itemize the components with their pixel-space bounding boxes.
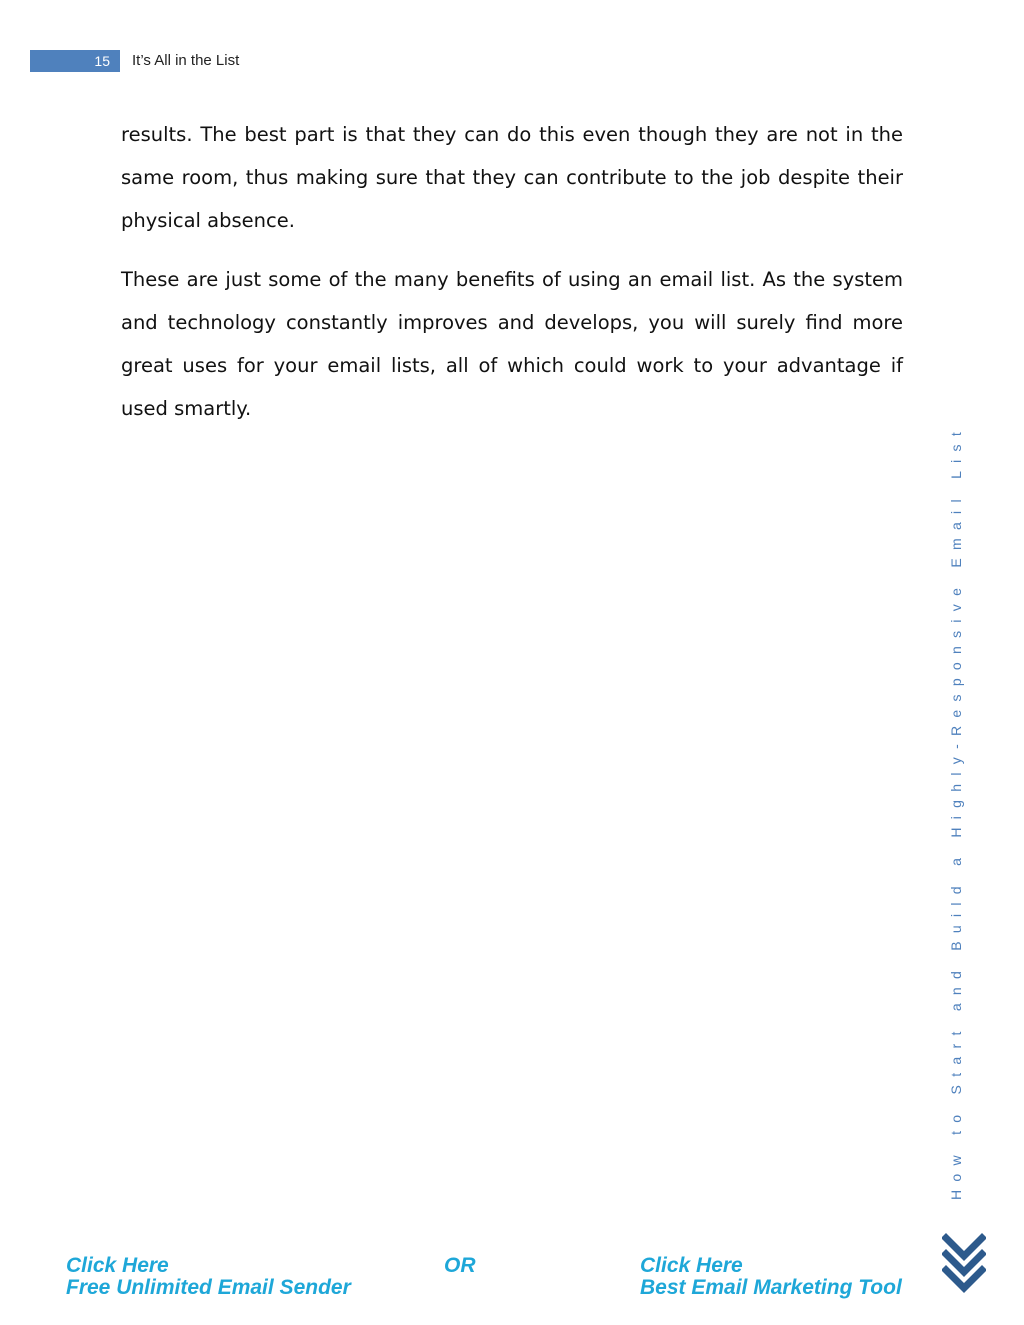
left-link-label: Free Unlimited Email Sender bbox=[66, 1276, 351, 1299]
paragraph-2: These are just some of the many benefits of using an email list. As the system and technology constantly improves and develops, you will surely find more great uses for your email lists, all of which could work to your advantage if used smartly. bbox=[121, 268, 903, 420]
body-content bbox=[121, 113, 903, 446]
footer-or-text: OR bbox=[444, 1254, 476, 1277]
right-click-here: Click Here bbox=[640, 1254, 743, 1277]
paragraph-1: results. The best part is that they can do this even though they are not in the same room, thus making sure that they can contribute to the job despite their physical absence. bbox=[121, 123, 903, 232]
page-number: 15 bbox=[94, 53, 110, 69]
chevron-down-icon bbox=[942, 1232, 986, 1296]
left-click-here: Click Here bbox=[66, 1254, 169, 1277]
vertical-book-title: How to Start and Build a Highly-Responsive Email List bbox=[948, 423, 964, 1200]
email-marketing-tool-link[interactable] bbox=[640, 1255, 902, 1299]
right-link-label: Best Email Marketing Tool bbox=[640, 1276, 902, 1299]
header-title: It’s All in the List bbox=[132, 52, 240, 69]
free-email-sender-link[interactable] bbox=[66, 1255, 351, 1299]
